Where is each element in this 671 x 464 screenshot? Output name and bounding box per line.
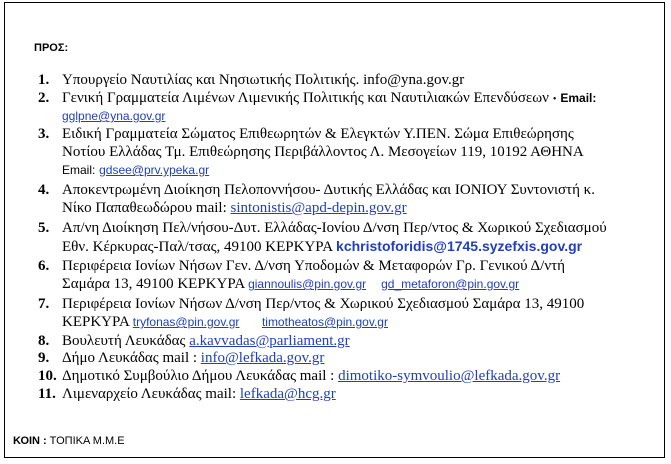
item-number: 11. — [38, 386, 56, 402]
email-link[interactable]: info@lefkada.gov.gr — [200, 350, 325, 366]
item-number: 6. — [38, 258, 50, 274]
item-text: Νοτίου Ελλάδας Τμ. Επιθεώρησης Περιβάλλοντος Λ. Μεσογείων 119, 10192 ΑΘΗΝΑ — [62, 144, 584, 160]
item-text: Γενική Γραμματεία Λιμένων Λιμενικής Πολιτικής και Ναυτιλιακών Επενδύσεων — [62, 90, 549, 106]
item-number: 3. — [38, 126, 50, 142]
cc-text: ΤΟΠΙΚΑ Μ.Μ.Ε — [46, 435, 125, 447]
item-number: 9. — [38, 350, 50, 366]
email-link[interactable]: dimotiko-symvoulio@lefkada.gov.gr — [338, 368, 561, 384]
email-link[interactable]: gd_metaforon@pin.gov.gr — [381, 277, 520, 291]
item-text: Δημοτικό Συμβούλιο Δήμου Λευκάδας mail : — [62, 368, 339, 384]
email-label: Email: — [560, 91, 597, 105]
email-link[interactable]: kchristoforidis@1745.syzefxis.gov.gr — [336, 238, 583, 254]
email-link[interactable]: gglpne@yna.gov.gr — [62, 109, 166, 123]
email-link[interactable]: gdsee@prv.ypeka.gr — [99, 163, 210, 177]
item-text: Λιμεναρχείο Λευκάδας mail: — [62, 386, 240, 402]
item-text: Υπουργείο Ναυτιλίας και Νησιωτικής Πολιτικής. info@yna.gov.gr — [62, 72, 465, 88]
email-link[interactable]: timotheatos@pin.gov.gr — [261, 315, 388, 329]
item-text: Εθν. Κέρκυρας-Παλ/τσας, 49100 ΚΕΡΚΥΡΑ — [62, 239, 337, 255]
cc-line — [13, 435, 125, 447]
email-label: Email: — [62, 163, 96, 177]
email-link[interactable]: lefkada@hcg.gr — [239, 386, 336, 402]
item-number: 4. — [38, 182, 50, 198]
item-text: Ειδική Γραμματεία Σώματος Επιθεωρητών & Ελεγκτών Υ.ΠΕΝ. Σώμα Επιθεώρησης — [62, 126, 574, 142]
email-link[interactable]: giannoulis@pin.gov.gr — [248, 277, 367, 291]
email-link[interactable]: tryfonas@pin.gov.gr — [132, 315, 240, 329]
item-number: 7. — [38, 296, 50, 312]
item-text: Περιφέρεια Ιονίων Νήσων Δ/νση Περ/ντος & Χωρικού Σχεδιασμού Σαμάρα 13, 49100 — [62, 296, 585, 312]
item-text: ΚΕΡΚΥΡΑ — [62, 314, 133, 330]
item-text: Νίκο Παπαθεωδώρου mail: — [62, 200, 231, 216]
item-text: Αποκεντρωμένη Διοίκηση Πελοποννήσου- Δυτικής Ελλάδας και ΙΟΝΙΟΥ Συντονιστή κ. — [62, 182, 595, 198]
item-text: Απ/νη Διοίκηση Πελ/νήσου-Δυτ. Ελλάδας-Ιονίου Δ/νση Περ/ντος & Χωρικού Σχεδιασμού — [62, 220, 607, 236]
bullet-icon: • — [552, 94, 557, 105]
item-text: Περιφέρεια Ιονίων Νήσων Γεν. Δ/νση Υποδομών & Μεταφορών Γρ. Γενικού Δ/ντή — [62, 258, 565, 274]
item-number: 8. — [38, 333, 50, 349]
cc-label: ΚΟΙΝ : — [13, 435, 47, 447]
item-number: 1. — [38, 72, 50, 88]
item-text: Βουλευτή Λευκάδας — [62, 333, 190, 349]
email-link[interactable]: sintonistis@apd-depin.gov.gr — [230, 200, 407, 216]
recipients-heading: ΠΡΟΣ: — [34, 42, 69, 54]
email-link[interactable]: a.kavvadas@parliament.gr — [189, 333, 350, 349]
item-number: 10. — [38, 368, 57, 384]
item-text: Δήμο Λευκάδας mail : — [62, 350, 201, 366]
item-number: 5. — [38, 220, 50, 236]
item-text: Σαμάρα 13, 49100 ΚΕΡΚΥΡΑ — [62, 276, 249, 292]
item-number: 2. — [38, 90, 50, 106]
